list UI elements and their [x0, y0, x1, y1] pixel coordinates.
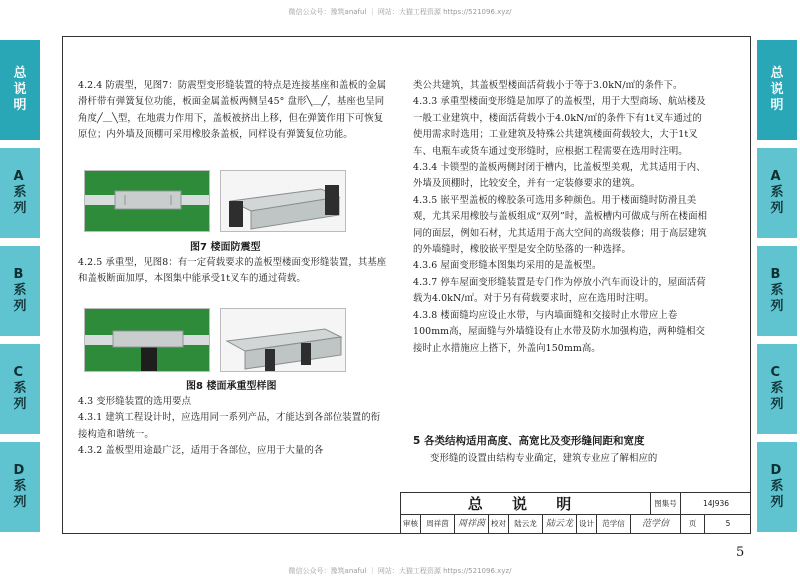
- tab-series-b[interactable]: B 系 列: [0, 246, 40, 336]
- para-4-3-6: 4.3.6 屋面变形缝本图集均采用的是盖板型。: [413, 260, 602, 272]
- para-4-3-8: 4.3.8 楼面缝均应设止水带，与内墙面缝和交接时止水带应上卷100mm高，屋面缝与外墙缝设有止水带及防水加强构造，两种缝相交接时止水措施应上搭下，外盖向150mm高。: [413, 309, 706, 354]
- left-text-bottom: [78, 394, 388, 460]
- page-number: 5: [736, 545, 745, 560]
- section-5-text: 变形缝的设置由结构专业确定，建筑专业应了解相应的: [430, 453, 658, 464]
- review-name: 周祥茵: [421, 515, 455, 534]
- tab-series-c[interactable]: C 系 列: [0, 344, 40, 434]
- para-4-3-7: 4.3.7 停车屋面变形缝装置是专门作为停放小汽车而设计的，屋面活荷载为4.0kN/㎡。对于另有荷载要求时，应在选用时注明。: [413, 276, 706, 305]
- para-4-3-2: 4.3.2 盖板型用途最广泛，适用于各部位，应用于大量的各: [78, 445, 324, 457]
- check-name: 陆云龙: [509, 515, 543, 534]
- title-block-page-no: 5: [725, 519, 731, 528]
- para-4-3-1: 4.3.1 建筑工程设计时，应选用同一系列产品，才能达到各部位装置的衔接构造和谐统一。: [78, 412, 381, 440]
- fig8-photo-left: [84, 308, 210, 372]
- check-label: 校对: [489, 515, 509, 534]
- right-text: [413, 78, 711, 357]
- section-5-heading: 5 各类结构适用高度、高宽比及变形缝间距和宽度: [413, 435, 645, 447]
- para-4-2-4: 4.2.4 防震型，见图7：防震型变形缝装置的特点是连接基座和盖板的金属滑杆带有弹簧复位功能，板面金属盖板两侧呈45° 盘形╲＿╱，基座也呈同角度╱＿╲型，在地震力作用下，盖板被挤出上移，但在弹簧作用下可恢复原位；内外墙及顶棚可采用橡胶条盖板，同样设有弹簧复位功能。: [78, 80, 387, 141]
- para-cont: 类公共建筑，其盖板型楼面活荷载小于等于3.0kN/㎡的条件下。: [413, 80, 683, 91]
- left-text-top: [78, 78, 388, 144]
- para-4-3: 4.3 变形缝装置的选用要点: [78, 396, 192, 407]
- para-4-3-3: 4.3.3 承重型楼面变形缝是加厚了的盖板型，用于大型商场、航站楼及一般工业建筑中，楼面活荷载小于4.0kN/㎡的条件下有1t叉车通过的使用需求时选用；工业建筑及特殊公共建筑楼面荷载较大，大于1t叉车、电瓶车或货车通过变形缝时，应根据工程需要在选用时注明。: [413, 96, 706, 157]
- fig8-photo-right: [220, 308, 346, 372]
- atlas-no-label: 图集号: [651, 493, 681, 515]
- atlas-no: 14J936: [681, 493, 751, 515]
- tab-series-d-right[interactable]: D 系 列: [757, 442, 797, 532]
- title-block: [400, 492, 750, 533]
- fig8-caption: 图8 楼面承重型样图: [186, 381, 277, 392]
- review-signature: 周祥茵: [455, 515, 489, 534]
- fig8-photos: [84, 308, 346, 372]
- tab-series-d[interactable]: D 系 列: [0, 442, 40, 532]
- title-block-title: 总 说 明: [401, 493, 651, 515]
- watermark-top: 微信公众号：豫筑anaful ｜ 网站：大猫工程资源 https://521096.xyz/: [288, 8, 512, 16]
- para-4-2-5: 4.2.5 承重型，见图8：有一定荷载要求的盖板型楼面变形缝装置，其基座和盖板断面加厚，本图集中能承受1t叉车的通过荷载。: [78, 257, 387, 285]
- watermark-bottom: 微信公众号：豫筑anaful ｜ 网站：大猫工程资源 https://521096.xyz/: [288, 567, 512, 575]
- tab-series-b-right[interactable]: B 系 列: [757, 246, 797, 336]
- review-label: 审核: [401, 515, 421, 534]
- tab-series-c-right[interactable]: C 系 列: [757, 344, 797, 434]
- para-4-3-4: 4.3.4 卡锁型的盖板两侧封闭于槽内，比盖板型美观，尤其适用于内、外墙及顶棚时，比较安全，并有一定装修要求的建筑。: [413, 162, 706, 190]
- check-signature: 陆云龙: [543, 515, 577, 534]
- tab-general-right[interactable]: 总 说 明: [757, 40, 797, 140]
- design-name: 范学信: [597, 515, 631, 534]
- tab-series-a-right[interactable]: A 系 列: [757, 148, 797, 238]
- tab-series-a[interactable]: A 系 列: [0, 148, 40, 238]
- fig7-photo-left: [84, 170, 210, 232]
- fig7-photo-right: [220, 170, 346, 232]
- left-text-mid: [78, 255, 388, 288]
- design-label: 设计: [577, 515, 597, 534]
- fig7-caption: 图7 楼面防震型: [190, 242, 261, 253]
- tab-general[interactable]: 总 说 明: [0, 40, 40, 140]
- design-signature: 范学信: [631, 515, 681, 534]
- para-4-3-5: 4.3.5 嵌平型盖板的橡胶条可选用多种颜色。用于楼面缝时防滑且美观，尤其采用橡胶与盖板组成“双列”时，盖板槽内可做成与所在楼面相同的面层，例如石材，尤其适用于高大空间的高级装修；用于高层建筑的外墙缝时，橡胶嵌平型是安全防坠落的一种选择。: [413, 194, 708, 256]
- page-label: 页: [681, 515, 705, 534]
- fig7-photos: [84, 170, 346, 232]
